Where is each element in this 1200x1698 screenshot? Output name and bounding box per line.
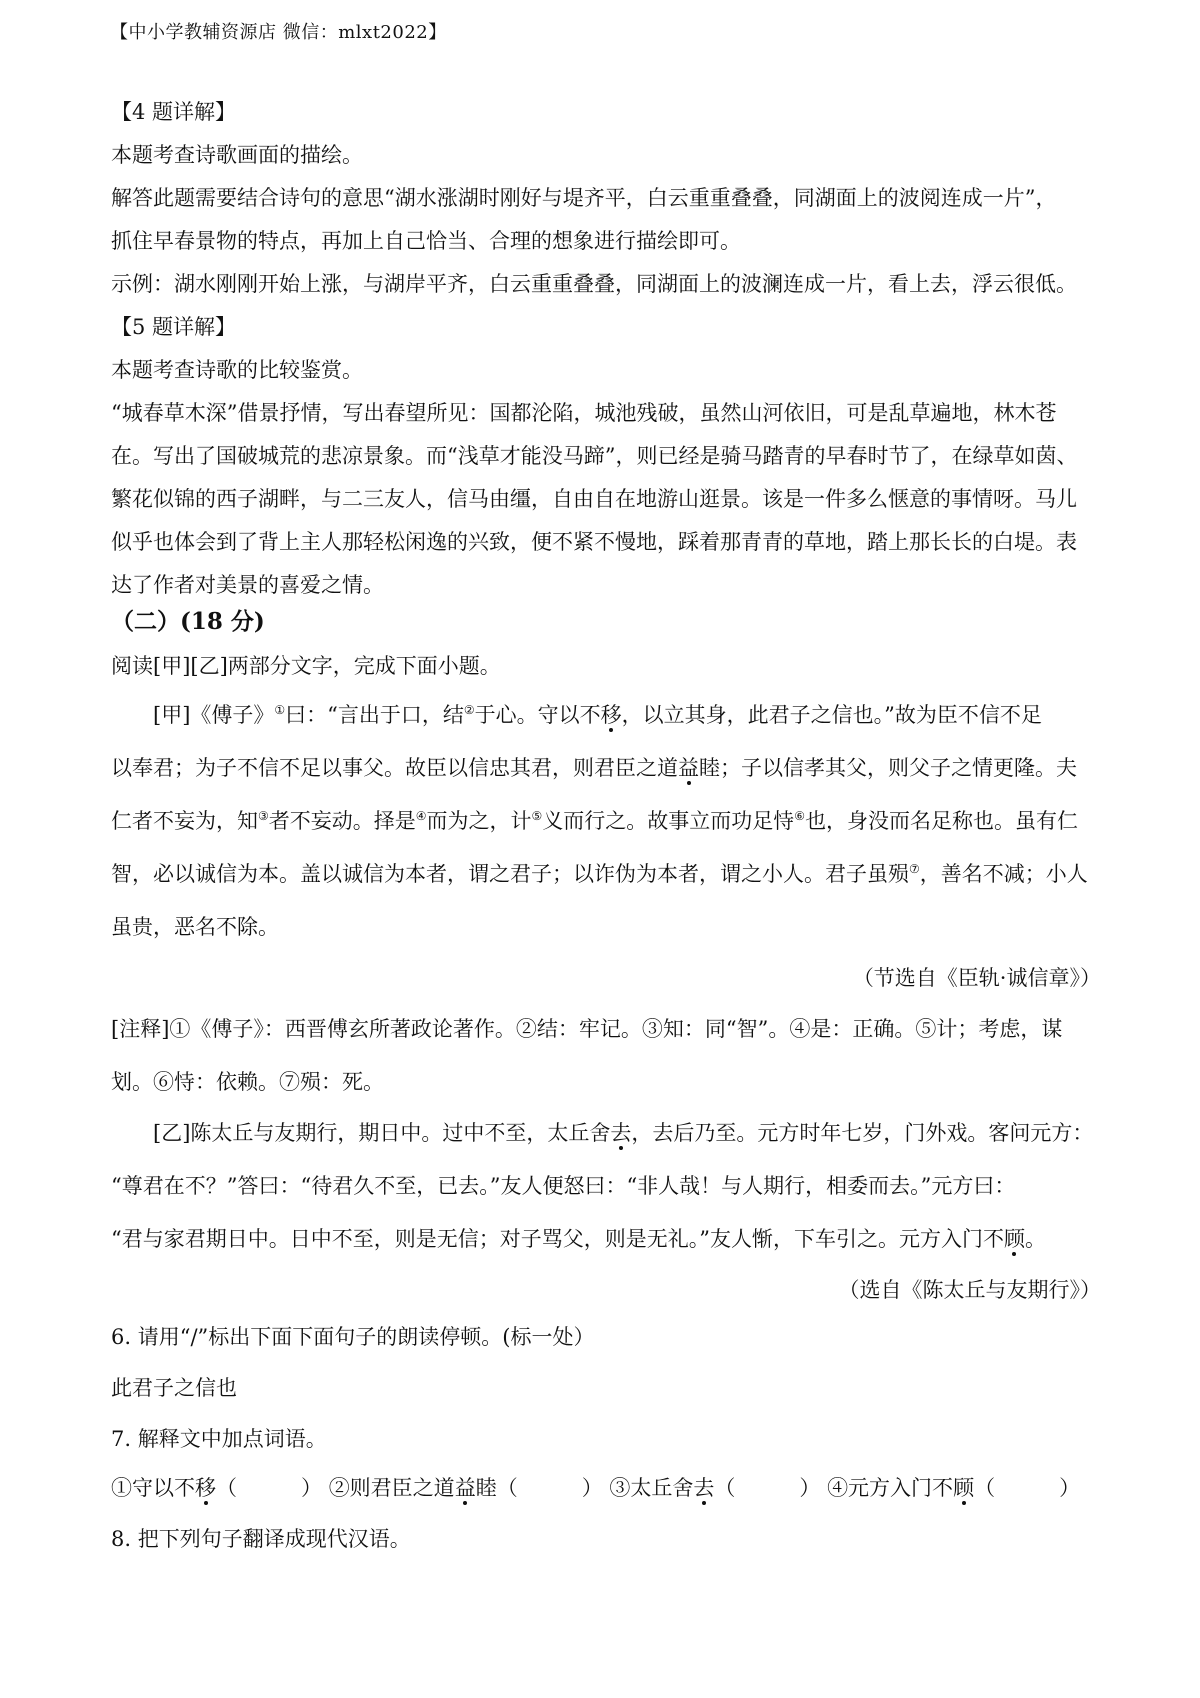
passage-jia: [111, 701, 1101, 993]
q5-analysis-line: 在。写出了国破城荒的悲凉景象。而“浅草才能没马蹄”，则已经是骑马踏青的早春时节了，在绿草如茵、: [111, 444, 1078, 468]
q7-item-3: ③太丘舍去（ ）: [609, 1476, 821, 1500]
passage-jia-line: 以奉君；为子不信不足以事父。故臣以信忠其君，则君臣之道益睦；子以信孝其父，则父子之情更隆。夫: [111, 756, 1077, 780]
passage-jia-line: 仁者不妄为，知③者不妄动。择是④而为之，计⑤义而行之。故事立而功足恃⑥也，身没而名足称也。虽有仁: [111, 809, 1079, 833]
question-7-items: [111, 1474, 1101, 1503]
passage-jia-line: 智，必以诚信为本。盖以诚信为本者，谓之君子；以诈伪为本者，谓之小人。君子虽殒⑦，善名不减；小人: [111, 862, 1088, 886]
passage-yi-line: [乙]陈太丘与友期行，期日中。过中不至，太丘舍去，去后乃至。元方时年七岁，门外戏。客问元方：: [153, 1121, 1094, 1145]
annotation-line-2: 划。⑥恃：依赖。⑦殒：死。: [111, 1070, 384, 1094]
q5-analysis-line: 繁花似锦的西子湖畔，与二三友人，信马由缰，自由自在地游山逛景。该是一件多么惬意的事情呀。马儿: [111, 487, 1077, 511]
annotation-line-1: [注释]①《傅子》：西晋傅玄所著政论著作。②结：牢记。③知：同“智”。④是：正确。⑤计；考虑，谋: [111, 1017, 1063, 1041]
q7-item-4: ④元方入门不顾（ ）: [827, 1476, 1081, 1500]
q7-item-2: ②则君臣之道益睦（ ）: [328, 1476, 603, 1500]
passage-yi-line: “尊君在不？”答曰：“待君久不至，已去。”友人便怒曰：“非人哉！与人期行，相委而去。”元方曰：: [111, 1174, 1016, 1198]
header-watermark-note: 【中小学教辅资源店 微信：mlxt2022】: [110, 22, 447, 43]
q4-paragraph-2-line-2: 抓住早春景物的特点，再加上自己恰当、合理的想象进行描绘即可。: [111, 229, 741, 253]
question-7-prompt: 7. 解释文中加点词语。: [111, 1427, 327, 1451]
q5-title: 【5 题详解】: [111, 315, 237, 339]
passage-yi: [111, 1119, 1101, 1305]
dotted-word: 顾: [1003, 1227, 1025, 1251]
document-body: [111, 98, 1101, 1554]
passage-yi-source: （选自《陈太丘与友期行》）: [838, 1278, 1101, 1302]
section-2-instruction: 阅读[甲][乙]两部分文字，完成下面小题。: [111, 654, 501, 678]
q5-paragraph-1: 本题考查诗歌的比较鉴赏。: [111, 358, 363, 382]
q4-paragraph-2-line-1: 解答此题需要结合诗句的意思“湖水涨湖时刚好与堤齐平，白云重重叠叠，同湖面上的波阅连成一片”，: [111, 186, 1057, 210]
q5-analysis-line: 似乎也体会到了背上主人那轻松闲逸的兴致，便不紧不慢地，踩着那青青的草地，踏上那长长的白堤。表: [111, 530, 1077, 554]
q5-analysis-line: 达了作者对美景的喜爱之情。: [111, 573, 384, 597]
q4-title: 【4 题详解】: [111, 100, 237, 124]
dotted-word: 顾: [953, 1476, 975, 1500]
dotted-word: 移: [195, 1476, 216, 1500]
dotted-word: 益: [454, 1476, 476, 1500]
section-2-heading: （二）(18 分): [111, 608, 265, 635]
q7-item-1: ①守以不移（ ）: [111, 1476, 322, 1500]
q5-analysis-line: “城春草木深”借景抒情，写出春望所见：国都沦陷，城池残破，虽然山河依旧，可是乱草遍地，林木苍: [111, 401, 1057, 425]
passage-yi-line: “君与家君期日中。日中不至，则是无信；对子骂父，则是无礼。”友人惭，下车引之。元方入门不顾。: [111, 1227, 1046, 1251]
q4-paragraph-1: 本题考查诗歌画面的描绘。: [111, 143, 363, 167]
question-6-sentence: 此君子之信也: [111, 1376, 237, 1400]
dotted-word: 益: [678, 756, 699, 780]
passage-jia-line: 虽贵，恶名不除。: [111, 915, 279, 939]
passage-jia-source: （节选自《臣轨·诚信章》）: [852, 966, 1101, 990]
dotted-word: 去: [610, 1121, 632, 1145]
question-6-prompt: 6. 请用“/”标出下面下面句子的朗读停顿。(标一处）: [111, 1325, 595, 1349]
dotted-word: 移: [600, 703, 622, 727]
dotted-word: 去: [693, 1476, 715, 1500]
question-8-prompt: 8. 把下列句子翻译成现代汉语。: [111, 1527, 411, 1551]
passage-jia-line: [甲]《傅子》①曰：“言出于口，结②于心。守以不移，以立其身，此君子之信也。”故为臣不信不足: [153, 703, 1042, 727]
q4-example: 示例：湖水刚刚开始上涨，与湖岸平齐，白云重重叠叠，同湖面上的波澜连成一片，看上去，浮云很低。: [111, 272, 1077, 296]
